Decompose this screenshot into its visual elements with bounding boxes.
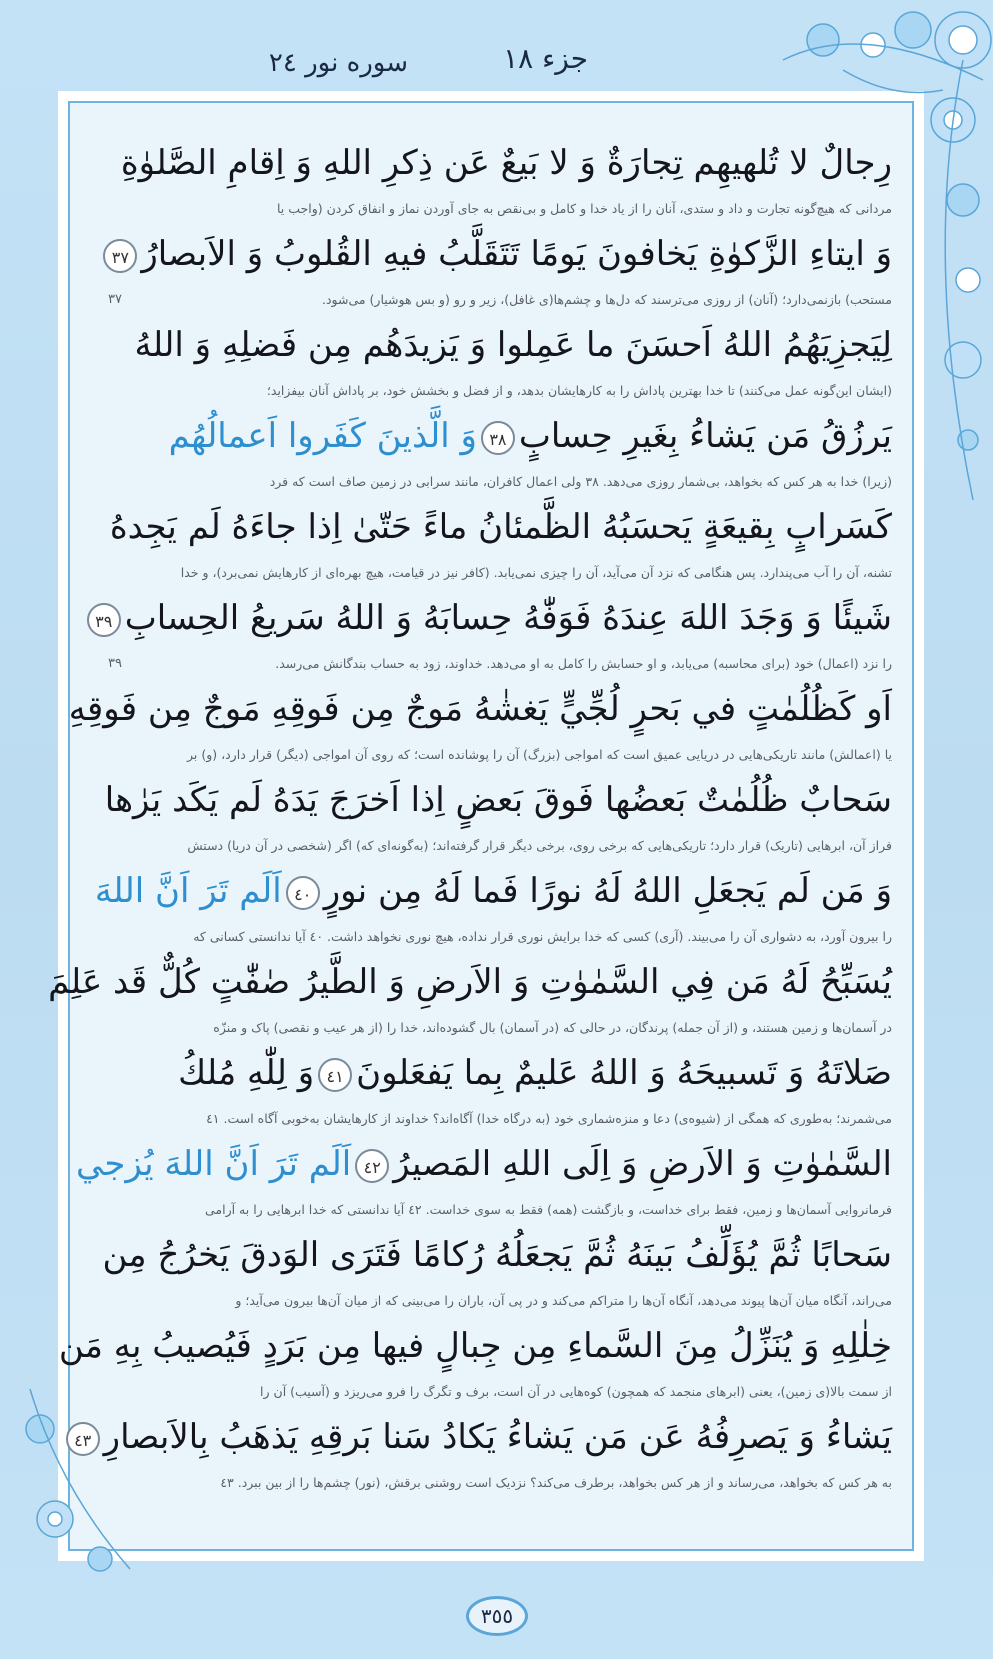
verse-line <box>92 771 892 862</box>
page-number: ٣٥٥ <box>466 1596 528 1636</box>
arabic-text: كَسَرابٍ بِقيعَةٍ يَحسَبُهُ الظَّمئانُ ماءً حَتّىٰ اِذا جاءَهُ لَم يَجِدهُ <box>109 507 892 547</box>
juz-label: جزء ١٨ <box>503 42 588 75</box>
verse-marker: ٤٠ <box>286 876 320 910</box>
page-footer <box>0 1592 993 1652</box>
verse-line <box>92 316 892 407</box>
arabic-text: لِيَجزِيَهُمُ اللهُ اَحسَنَ ما عَمِلوا وَ يَزيدَهُم مِن فَضلِهِ وَ اللهُ <box>134 325 892 365</box>
persian-translation: یا (اعمالش) مانند تاریکی‌هایی در دریایی عمیق است که امواجی (بزرگ) آن را پوشانده است؛ که روی آن امواجی (دیگر) قرار دارد، (و) بر <box>186 747 892 762</box>
arabic-text: اَو كَظُلُمٰتٍ في بَحرٍ لُجِّيٍّ يَغشٰهُ مَوجٌ مِن فَوقِهِ مَوجٌ مِن فَوقِهِ <box>68 689 892 729</box>
arabic-text: وَ ايتاءِ الزَّكوٰةِ يَخافونَ يَومًا تَتَقَلَّبُ فيهِ القُلوبُ وَ الاَبصارُ٣٧ <box>92 225 892 283</box>
verse-line <box>92 134 892 225</box>
persian-translation: را نزد (اعمال) خود (برای محاسبه) می‌یابد، و او حسابش را کامل به او می‌دهد. خداوند، زود به حساب بندگانش می‌رسد. <box>275 656 892 671</box>
arabic-text: يُسَبِّحُ لَهُ مَن فِي السَّمٰوٰتِ وَ الاَرضِ وَ الطَّيرُ صٰفّٰتٍ كُلٌّ قَد عَلِمَ <box>48 962 892 1002</box>
arabic-text: يَرزُقُ مَن يَشاءُ بِغَيرِ حِسابٍ٣٨وَ الَّذينَ كَفَروا اَعمالُهُم <box>168 416 892 456</box>
persian-translation: مردانی که هیچ‌گونه تجارت و داد و ستدی، آنان را از یاد خدا و کامل و بی‌نقص به جای آوردن نماز و انفاق کردن (واجب یا <box>276 201 892 216</box>
verse-number: ٣٩ <box>108 656 122 671</box>
arabic-text: السَّمٰوٰتِ وَ الاَرضِ وَ اِلَى اللهِ المَصيرُ٤٢اَلَم تَرَ اَنَّ اللهَ يُزجي <box>76 1144 892 1184</box>
arabic-text: سَحابٌ ظُلُمٰتٌ بَعضُها فَوقَ بَعضٍ اِذا اَخرَجَ يَدَهُ لَم يَكَد يَرٰها <box>104 780 892 820</box>
persian-translation: (ایشان این‌گونه عمل می‌کنند) تا خدا بهترین پاداش را به کارهایشان بدهد، و از فضل و بخشش خود، بر پاداش آنان بیفزاید؛ <box>266 383 892 398</box>
verse-line <box>92 1044 892 1135</box>
verse-line <box>92 225 892 316</box>
verse-number: ٣٧ <box>108 292 122 307</box>
verse-marker: ٣٧ <box>103 239 137 273</box>
verse-marker: ٣٨ <box>481 421 515 455</box>
arabic-text: صَلاتَهُ وَ تَسبيحَهُ وَ اللهُ عَليمٌ بِما يَفعَلونَ٤١وَ لِلّٰهِ مُلكُ <box>178 1053 892 1093</box>
arabic-text: وَ مَن لَم يَجعَلِ اللهُ لَهُ نورًا فَما لَهُ مِن نورٍ٤٠اَلَم تَرَ اَنَّ اللهَ <box>94 871 892 911</box>
verse-line <box>74 1408 892 1499</box>
verse-marker: ٤٣ <box>66 1422 100 1456</box>
surah-label: سوره نور ٢٤ <box>268 48 408 78</box>
verse-line <box>48 953 892 1044</box>
verse-marker: ٤٢ <box>355 1149 389 1183</box>
verse-line <box>92 498 892 589</box>
arabic-text: يَشاءُ وَ يَصرِفُهُ عَن مَن يَشاءُ يَكادُ سَنا بَرقِهِ يَذهَبُ بِالاَبصارِ٤٣ <box>92 1408 892 1466</box>
persian-translation: به هر کس که بخواهد، می‌رساند و از هر کس بخواهد، برطرف می‌کند؟ نزدیک است روشنی برقش، (نور) چشم‌ها را از بین ببرد. ٤٣ <box>220 1475 892 1490</box>
persian-translation: فراز آن، ابرهایی (تاریک) قرار دارد؛ تاریکی‌هایی که برخی روی، برخی دیگر قرار گرفته‌اند؛ (به‌گونه‌ای که) اگر (شخصی در آن دریا) دستش <box>187 838 892 853</box>
persian-translation: را بیرون آورد، به دشواری آن را می‌بیند. (آری) کسی که خدا برایش نوری قرار نداده، هیچ نوری نخواهد داشت. ٤٠ آیا ندانستی کسانی که <box>193 929 892 944</box>
persian-translation: در آسمان‌ها و زمین هستند، و (از آن جمله) پرندگان، در حالی که (در آسمان) بال گشوده‌اند، خدا را (از هر عیب و نقصی) پاک و منزّه <box>213 1020 892 1035</box>
persian-translation: فرمانروایی آسمان‌ها و زمین، فقط برای خداست، و بازگشت (همه) فقط به سوی خداست. ٤٢ آیا ندانستی که خدا ابرهایی را به آرامی <box>204 1202 892 1217</box>
verse-line <box>68 680 892 771</box>
verse-line <box>92 1226 892 1317</box>
verse-marker: ٣٩ <box>87 603 121 637</box>
arabic-text: شَيئًا وَ وَجَدَ اللهَ عِندَهُ فَوَفّٰهُ حِسابَهُ وَ اللهُ سَريعُ الحِسابِ٣٩ <box>92 589 892 647</box>
persian-translation: می‌راند، آنگاه میان آن‌ها پیوند می‌دهد، آنگاه آن‌ها را متراکم می‌کند و در پی آن، باران را می‌بینی که از میان آن‌ها بیرون می‌آید؛ و <box>235 1293 892 1308</box>
arabic-text: خِلٰلِهِ وَ يُنَزِّلُ مِنَ السَّماءِ مِن جِبالٍ فيها مِن بَرَدٍ فَيُصيبُ بِهِ مَن <box>58 1326 892 1366</box>
persian-translation: از سمت بالا(ی زمین)، یعنی (ابرهای منجمد که همچون) کوه‌هایی در آن است، برف و تگرگ را فرو می‌ریزد و (آسیب) آن را <box>260 1384 892 1399</box>
persian-translation: (زیرا) خدا به هر کس که بخواهد، بی‌شمار روزی می‌دهد. ٣٨ ولی اعمال کافران، مانند سرابی در زمین صاف است که فرد <box>269 474 892 489</box>
persian-translation: تشنه، آن را آب می‌پندارد. پس هنگامی که نزد آن می‌آید، آن را چیزی نمی‌یابد. (کافر نیز در قیامت، هیچ بهره‌ای از کارهایش نمی‌برد)، و خدا <box>180 565 892 580</box>
arabic-text: سَحابًا ثُمَّ يُؤَلِّفُ بَينَهُ ثُمَّ يَجعَلُهُ رُكامًا فَتَرَى الوَدقَ يَخرُجُ مِن <box>102 1235 892 1275</box>
verse-marker: ٤١ <box>318 1058 352 1092</box>
verse-line <box>58 1317 892 1408</box>
verse-line <box>76 1135 892 1226</box>
verse-line <box>92 862 892 953</box>
arabic-text: رِجالٌ لا تُلهيهِم تِجارَةٌ وَ لا بَيعٌ عَن ذِكرِ اللهِ وَ اِقامِ الصَّلوٰةِ <box>120 143 892 183</box>
persian-translation: مستحب) بازنمی‌دارد؛ (آنان) از روزی می‌ترسند که دل‌ها و چشم‌ها(ی غافل)، زیر و رو (و بس هوشیار) می‌شود. <box>322 292 892 307</box>
persian-translation: می‌شمرند؛ به‌طوری که همگی از (شیوه‌ی) دعا و منزه‌شماری خود (به درگاه خدا) آگاه‌اند؟ خداوند از کارهایشان به‌خوبی آگاه است. ٤١ <box>206 1111 892 1126</box>
page-header <box>0 30 993 90</box>
verse-line <box>92 589 892 680</box>
verse-list <box>48 134 892 1499</box>
verse-line <box>92 407 892 498</box>
